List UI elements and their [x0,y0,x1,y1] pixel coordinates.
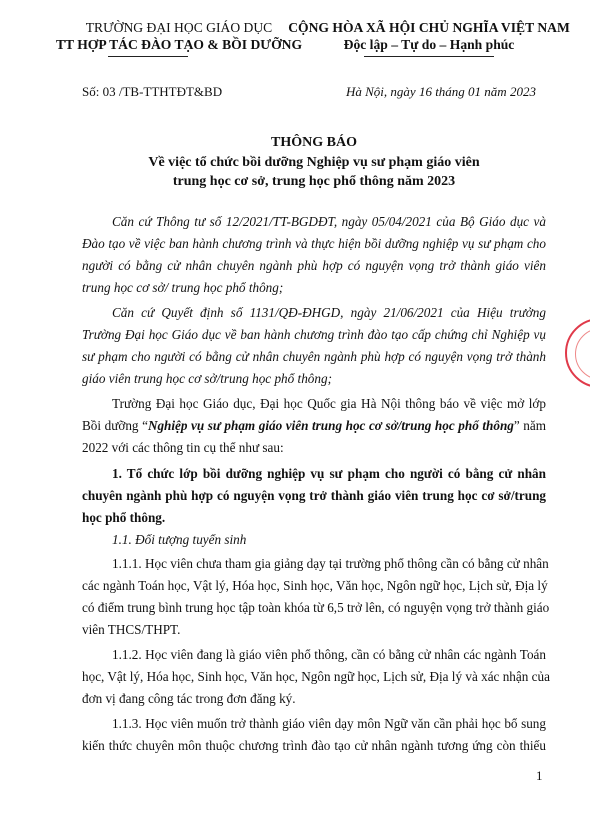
para-1-1-2-line: đơn vị đang công tác trong đơn đăng ký. [82,691,296,706]
header-right-underline [364,56,494,57]
para-1-1-1-line: có điểm trung bình trung học tập toàn khóa từ 6,5 trở lên, có nguyện vọng trở thành giáo [82,600,550,615]
basis1-line: Căn cứ Thông tư số 12/2021/TT-BGDĐT, ngày 05/04/2021 của Bộ Giáo dục và [112,214,546,229]
basis2-line: giáo viên trung học cơ sở/trung học phổ thông; [82,371,332,386]
course-name: Nghiệp vụ sư phạm giáo viên trung học cơ sở/trung học phổ thông [147,418,514,433]
motto: Độc lập – Tự do – Hạnh phúc [343,37,515,52]
basis1-line: trung học cơ sở/ trung học phổ thông; [82,280,284,295]
official-stamp [565,318,590,388]
notice-subject-line2: trung học cơ sở, trung học phổ thông năm 2023 [172,174,456,189]
para-1-1-1-line: các ngành Toán học, Vật lý, Hóa học, Sinh học, Văn học, Ngôn ngữ học, Lịch sử, Địa lý [82,578,548,593]
para-1-1-1-line: viên THCS/THPT. [82,622,181,637]
para-1-1-3-line: kiến thức chuyên môn thuộc chương trình đào tạo cử nhân ngành tương ứng còn thiếu [82,738,546,753]
document-number: Số: 03 /TB-TTHTĐT&BD [82,84,223,99]
page-number: 1 [536,768,543,783]
section1-heading-line: 1. Tổ chức lớp bồi dưỡng nghiệp vụ sư phạm cho người có bằng cử nhân [112,466,546,481]
section1-heading-line: chuyên ngành phù hợp có nguyện vọng trở thành giáo viên trung học cơ sở/trung [82,488,546,503]
org-name-line2: TT HỢP TÁC ĐÀO TẠO & BỒI DƯỠNG [55,37,303,52]
basis1-line: người có bằng cử nhân chuyên ngành phù hợp có nguyện vọng trở thành giáo viên [82,258,546,273]
basis2-line: sư phạm cho người có bằng cử nhân chuyên ngành phù hợp có nguyện vọng trở thành [82,349,546,364]
para-1-1-2-line: 1.1.2. Học viên đang là giáo viên phổ thông, cần có bằng cử nhân các ngành Toán [112,647,546,662]
subsection-1-1-heading: 1.1. Đối tượng tuyển sinh [112,532,247,547]
notice-heading: THÔNG BÁO [271,135,357,150]
para-1-1-3-line: 1.1.3. Học viên muốn trở thành giáo viên dạy môn Ngữ văn cần phải học bổ sung [112,716,546,731]
document-date: Hà Nội, ngày 16 tháng 01 năm 2023 [346,84,536,99]
intro-line1: Trường Đại học Giáo dục, Đại học Quốc gia Hà Nội thông báo về việc mở lớp [112,396,546,411]
notice-subject-line1: Về việc tổ chức bồi dưỡng Nghiệp vụ sư phạm giáo viên [148,155,480,170]
basis2-line: Căn cứ Quyết định số 1131/QĐ-ĐHGD, ngày 21/06/2021 của Hiệu trưởng [112,305,546,320]
para-1-1-2-line: học, Vật lý, Hóa học, Sinh học, Văn học, Ngôn ngữ học, Lịch sử, Địa lý và xác nhận của [82,669,550,684]
basis2-line: Trường Đại học Giáo dục về ban hành chương trình đào tạo cấp chứng chỉ Nghiệp vụ [82,327,546,342]
section1-heading-line: học phổ thông. [82,510,166,525]
para-1-1-1-line: 1.1.1. Học viên chưa tham gia giảng dạy tại trường phổ thông cần có bằng cử nhân [112,556,549,571]
intro-line3: 2022 với các thông tin cụ thể như sau: [82,440,284,455]
intro-line2 [82,418,546,434]
org-name-line1: TRƯỜNG ĐẠI HỌC GIÁO DỤC [85,20,273,35]
intro-line2-post: ” năm [513,418,546,433]
stamp-inner-ring [575,328,590,380]
country-name: CỘNG HÒA XÃ HỘI CHỦ NGHĨA VIỆT NAM [288,20,570,35]
basis1-line: Đào tạo về việc ban hành chương trình và thực hiện bồi dưỡng nghiệp vụ sư phạm cho [82,236,546,251]
intro-line2-pre: Bồi dưỡng “ [82,418,148,433]
header-left-underline [108,56,188,57]
